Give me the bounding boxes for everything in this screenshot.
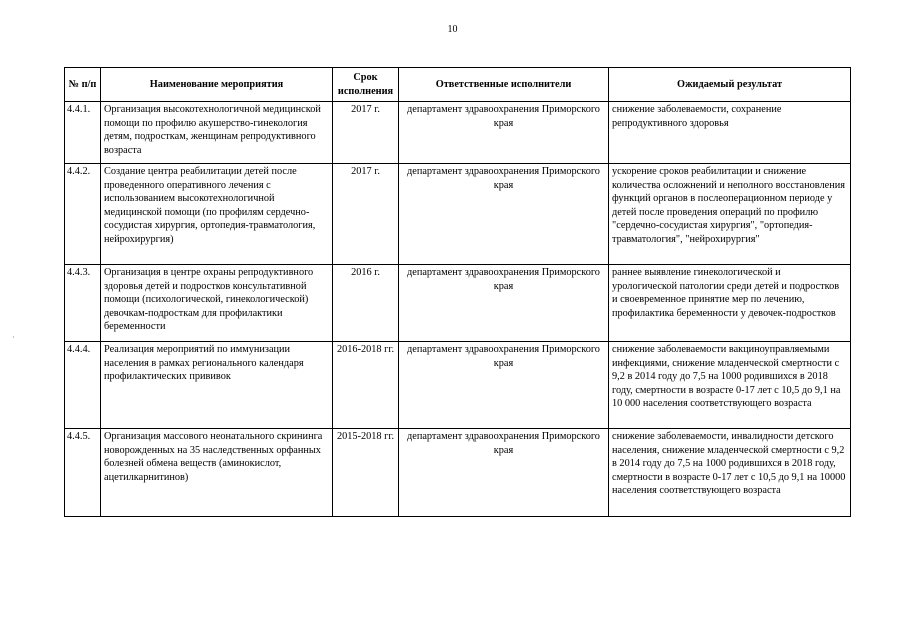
page-number: 10 <box>447 24 458 35</box>
row-responsible: департамент здравоохранения Приморского края <box>399 342 609 429</box>
row-name: Организация массового неонатального скрининга новорожденных на 35 наследственных орфанных болезней обмена веществ (аминокислот, ацетилкарнитинов) <box>101 429 333 517</box>
row-term: 2017 г. <box>333 102 399 164</box>
table-row <box>65 265 851 342</box>
row-name: Организация высокотехнологичной медицинской помощи по профилю акушерство-гинекология детям, подросткам, женщинам репродуктивного возраста <box>101 102 333 164</box>
row-term: 2017 г. <box>333 164 399 265</box>
row-result: снижение заболеваемости вакциноуправляемыми инфекциями, снижение младенческой смертности с 9,2 в 2014 году до 7,5 на 1000 родившихся в 2018 году, смертности в возрасте 0-17 лет с 10,5 до 9,1 на 10 000 населения соответствующего возраста <box>609 342 851 429</box>
header-result: Ожидаемый результат <box>609 68 851 102</box>
table-row <box>65 429 851 517</box>
row-result: ускорение сроков реабилитации и снижение количества осложнений и неполного восстановления функций органов в послеоперационном периоде у детей после проведения операций по профилю "сердечно-сосудистая хирургия", "ортопедия-травматология", "нейрохирургия" <box>609 164 851 265</box>
header-term: Срок исполнения <box>333 68 399 102</box>
table-row <box>65 102 851 164</box>
row-responsible: департамент здравоохранения Приморского края <box>399 102 609 164</box>
row-term: 2016-2018 гг. <box>333 342 399 429</box>
table-row <box>65 342 851 429</box>
row-responsible: департамент здравоохранения Приморского края <box>399 164 609 265</box>
row-number: 4.4.5. <box>65 429 101 517</box>
row-number: 4.4.2. <box>65 164 101 265</box>
row-responsible: департамент здравоохранения Приморского края <box>399 265 609 342</box>
measures-table <box>64 67 851 517</box>
row-result: снижение заболеваемости, инвалидности детского населения, снижение младенческой смертности с 9,2 в 2014 году до 7,5 на 1000 родившихся в 2018 году, смертности в возрасте 0-17 лет с 10,5 до 9,1 на 10000 населения соответствующего возраста <box>609 429 851 517</box>
header-num: № п/п <box>65 68 101 102</box>
row-number: 4.4.1. <box>65 102 101 164</box>
row-name: Создание центра реабилитации детей после проведенного оперативного лечения с использованием высокотехнологичной медицинской помощи (по профилям сердечно-сосудистая хирургия, ортопедия-травматология, нейрохирургия) <box>101 164 333 265</box>
row-term: 2015-2018 гг. <box>333 429 399 517</box>
row-number: 4.4.3. <box>65 265 101 342</box>
row-name: Реализация мероприятий по иммунизации населения в рамках регионального календаря профилактических прививок <box>101 342 333 429</box>
table-header-row <box>65 68 851 102</box>
row-result: снижение заболеваемости, сохранение репродуктивного здоровья <box>609 102 851 164</box>
header-name: Наименование мероприятия <box>101 68 333 102</box>
table-row <box>65 164 851 265</box>
row-responsible: департамент здравоохранения Приморского края <box>399 429 609 517</box>
row-number: 4.4.4. <box>65 342 101 429</box>
header-responsible: Ответственные исполнители <box>399 68 609 102</box>
margin-mark: · <box>12 333 15 342</box>
row-name: Организация в центре охраны репродуктивного здоровья детей и подростков консультативной помощи (психологической, гинекологической) девочкам-подросткам для профилактики беременности <box>101 265 333 342</box>
row-term: 2016 г. <box>333 265 399 342</box>
row-result: раннее выявление гинекологической и урологической патологии среди детей и подростков и своевременное принятие мер по лечению, профилактика беременности у девочек-подростков <box>609 265 851 342</box>
